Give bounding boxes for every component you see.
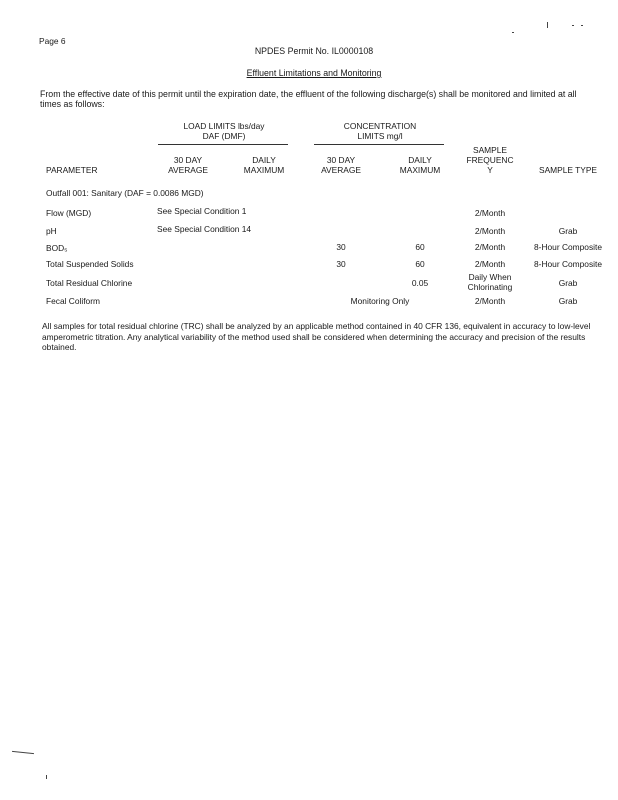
row-trc-frequency: Daily When Chlorinating [467, 272, 513, 292]
row-flow-parameter: Flow (MGD) [46, 208, 92, 218]
row-flow-load-note: See Special Condition 1 [157, 206, 247, 216]
scan-speck-top-right-3 [572, 25, 574, 26]
concentration-line2: LIMITS mg/l [357, 131, 403, 141]
row-tss-sample-type: 8-Hour Composite [534, 259, 602, 269]
row-bod5-parameter: BOD₅ [46, 243, 68, 253]
col-header-parameter: PARAMETER [46, 165, 98, 175]
row-ph-frequency: 2/Month [474, 226, 506, 236]
col-header-frequency: SAMPLE FREQUENC Y [466, 145, 514, 175]
scan-speck-bottom-left-2 [46, 775, 47, 779]
row-ph-sample-type: Grab [558, 226, 578, 236]
load-limits-header [158, 121, 290, 141]
row-fecal-frequency: 2/Month [474, 296, 506, 306]
row-trc-parameter: Total Residual Chlorine [46, 278, 133, 288]
row-bod5-frequency: 2/Month [474, 242, 506, 252]
col-header-load-daily: DAILY MAXIMUM [243, 155, 285, 175]
row-fecal-sample-type: Grab [558, 296, 578, 306]
scan-speck-top-right-2 [547, 22, 548, 28]
trc-footnote: All samples for total residual chlorine (TRC) shall be analyzed by an applicable method contained in 40 CFR 136, equivalent in accuracy to low-level amperometric titration. Any analytical variability of the method used shall be considered when determining the accuracy and precision of the results obtained. [42, 321, 591, 352]
row-ph-load-note: See Special Condition 14 [157, 224, 252, 234]
load-limits-line2: DAF (DMF) [202, 131, 246, 141]
scan-speck-bottom-left-1 [12, 751, 34, 754]
outfall-label: Outfall 001: Sanitary (DAF = 0.0086 MGD) [46, 188, 204, 198]
row-fecal-conc-note: Monitoring Only [350, 296, 410, 306]
permit-header: NPDES Permit No. IL0000108 [254, 46, 374, 56]
load-limits-line1: LOAD LIMITS lbs/day [183, 121, 265, 131]
scan-speck-top-right-4 [581, 25, 583, 26]
row-trc-conc-daily: 0.05 [411, 278, 429, 288]
page-label: Page 6 [39, 36, 66, 46]
col-header-load-30-day: 30 DAY AVERAGE [168, 155, 208, 175]
concentration-rule [314, 144, 444, 145]
concentration-header [314, 121, 446, 141]
col-header-conc-daily: DAILY MAXIMUM [399, 155, 441, 175]
section-title: Effluent Limitations and Monitoring [246, 68, 382, 78]
row-ph-parameter: pH [46, 226, 57, 236]
scan-speck-top-right-1 [512, 32, 514, 33]
col-header-sample-type: SAMPLE TYPE [538, 165, 598, 175]
col-header-conc-30-day: 30 DAY AVERAGE [321, 155, 361, 175]
row-bod5-sample-type: 8-Hour Composite [534, 242, 602, 252]
row-tss-parameter: Total Suspended Solids [46, 259, 134, 269]
load-limits-rule [158, 144, 288, 145]
intro-paragraph: From the effective date of this permit until the expiration date, the effluent of the following discharge(s) shall be monitored and limited at all times as follows: [40, 89, 577, 109]
row-bod5-conc-daily: 60 [415, 242, 425, 252]
concentration-line1: CONCENTRATION [343, 121, 417, 131]
row-tss-conc-daily: 60 [415, 259, 425, 269]
row-tss-conc-30: 30 [336, 259, 346, 269]
row-tss-frequency: 2/Month [474, 259, 506, 269]
row-flow-frequency: 2/Month [474, 208, 506, 218]
row-fecal-parameter: Fecal Coliform [46, 296, 100, 306]
row-trc-sample-type: Grab [558, 278, 578, 288]
row-bod5-conc-30: 30 [336, 242, 346, 252]
